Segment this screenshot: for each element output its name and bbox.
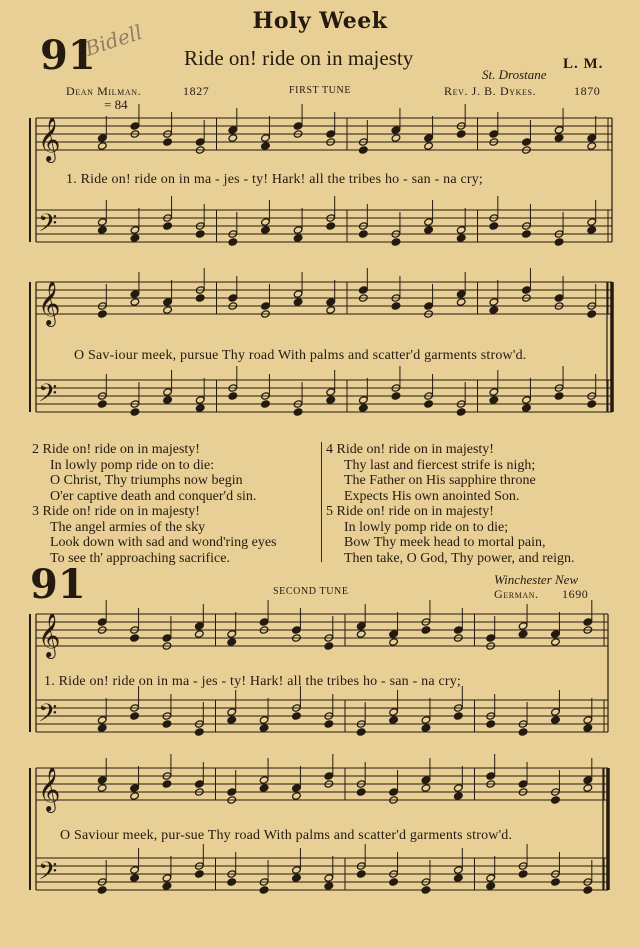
note-head xyxy=(421,716,431,724)
note-head xyxy=(489,388,499,396)
note-head xyxy=(587,400,597,408)
note-head xyxy=(130,792,140,800)
note-head xyxy=(489,130,499,138)
verse-line: Ride on! ride on in majesty! xyxy=(42,442,200,457)
note-head xyxy=(227,716,237,724)
note-head xyxy=(424,142,434,150)
note-head xyxy=(130,122,140,130)
note-head xyxy=(421,776,431,784)
note-head xyxy=(554,238,564,246)
note-head xyxy=(391,392,401,400)
verse-line: Bow Thy meek head to mortal pain, xyxy=(344,535,546,550)
tune-label-second: SECOND TUNE xyxy=(273,586,349,597)
note-head xyxy=(259,724,269,732)
note-head xyxy=(518,870,528,878)
note-head xyxy=(261,302,271,310)
hymn-number-first: 91 xyxy=(40,32,96,79)
verse-line: Ride on! ride on in majesty! xyxy=(42,504,200,519)
tune-label-first: FIRST TUNE xyxy=(289,85,352,96)
note-head xyxy=(98,142,108,150)
verse-line: Look down with sad and wond'ring eyes xyxy=(50,535,277,550)
note-head xyxy=(326,130,336,138)
note-head xyxy=(456,290,466,298)
note-head xyxy=(259,618,269,626)
verses-right-column xyxy=(326,442,575,566)
note-head xyxy=(98,218,108,226)
note-head xyxy=(587,142,597,150)
system-3-treble-clef: 𝄞 xyxy=(38,613,61,657)
note-head xyxy=(391,126,401,134)
note-head xyxy=(424,218,434,226)
note-head xyxy=(359,230,369,238)
verse-number: 5 xyxy=(326,504,333,519)
note-head xyxy=(454,626,464,634)
note-head xyxy=(486,874,496,882)
composer-year-second: 1690 xyxy=(562,587,589,601)
note-head xyxy=(456,226,466,234)
note-head xyxy=(522,404,532,412)
system-3-bass-clef: 𝄢 xyxy=(38,699,58,734)
note-head xyxy=(259,784,269,792)
note-head xyxy=(259,886,269,894)
verses-left-column xyxy=(32,442,277,566)
page-header-title: Holy Week xyxy=(252,8,388,34)
note-head xyxy=(356,728,366,736)
note-head xyxy=(454,784,464,792)
note-head xyxy=(587,218,597,226)
note-head xyxy=(421,626,431,634)
note-head xyxy=(195,230,205,238)
note-head xyxy=(261,142,271,150)
note-head xyxy=(489,222,499,230)
note-head xyxy=(522,396,532,404)
verse-line: To see th' approaching sacrifice. xyxy=(50,550,230,566)
note-head xyxy=(583,776,593,784)
note-head xyxy=(97,776,107,784)
composer-year-first: 1870 xyxy=(574,84,601,98)
note-head xyxy=(195,870,205,878)
note-head xyxy=(356,870,366,878)
note-head xyxy=(324,874,334,882)
verse-2 xyxy=(32,442,277,504)
verse-line: Thy last and fiercest strife is nigh; xyxy=(344,457,536,473)
note-head xyxy=(130,298,140,306)
note-head xyxy=(454,712,464,720)
note-head xyxy=(522,138,532,146)
system-1-bass-clef: 𝄢 xyxy=(38,209,58,244)
note-head xyxy=(424,134,434,142)
note-head xyxy=(554,126,564,134)
note-head xyxy=(486,634,496,642)
system-2-treble-clef: 𝄞 xyxy=(38,281,61,325)
note-head xyxy=(227,638,237,646)
verse-5 xyxy=(326,504,575,566)
note-head xyxy=(195,780,205,788)
note-head xyxy=(130,866,140,874)
note-head xyxy=(456,130,466,138)
note-head xyxy=(259,776,269,784)
note-head xyxy=(583,724,593,732)
author-year: 1827 xyxy=(183,84,210,98)
note-head xyxy=(554,134,564,142)
note-head xyxy=(130,712,140,720)
note-head xyxy=(486,772,496,780)
note-head xyxy=(587,226,597,234)
verse-number: 2 xyxy=(32,442,39,457)
verse-line: O Christ, Thy triumphs now begin xyxy=(50,473,243,488)
note-head xyxy=(228,126,238,134)
note-head xyxy=(326,396,336,404)
note-head xyxy=(130,234,140,242)
note-head xyxy=(261,134,271,142)
verse-line: Ride on! ride on in majesty! xyxy=(336,504,494,519)
note-head xyxy=(195,138,205,146)
note-head xyxy=(554,294,564,302)
tempo-marking: = 84 xyxy=(104,97,128,112)
note-head xyxy=(551,708,561,716)
note-head xyxy=(228,392,238,400)
hymn-title: Ride on! ride on in majesty xyxy=(184,46,414,70)
note-head xyxy=(228,294,238,302)
note-head xyxy=(489,396,499,404)
note-head xyxy=(162,780,172,788)
lyric-line-second-tune-1: 1. Ride on! ride on in ma - jes - ty! Hark! all the tribes ho - san - na cry; xyxy=(44,674,462,689)
system-2-bass-clef: 𝄢 xyxy=(38,379,58,414)
verse-line: In lowly pomp ride on to die; xyxy=(344,519,509,535)
note-head xyxy=(261,400,271,408)
note-head xyxy=(98,400,108,408)
note-head xyxy=(292,874,302,882)
note-head xyxy=(518,622,528,630)
note-head xyxy=(583,716,593,724)
note-head xyxy=(195,622,205,630)
note-head xyxy=(324,642,334,650)
note-head xyxy=(195,728,205,736)
note-head xyxy=(391,134,401,142)
note-head xyxy=(292,784,302,792)
note-head xyxy=(163,298,173,306)
note-head xyxy=(162,720,172,728)
note-head xyxy=(389,716,399,724)
note-head xyxy=(356,788,366,796)
note-head xyxy=(326,388,336,396)
note-head xyxy=(424,226,434,234)
note-head xyxy=(486,720,496,728)
note-head xyxy=(326,298,336,306)
verse-line: Expects His own anointed Son. xyxy=(344,488,520,504)
note-head xyxy=(554,392,564,400)
note-head xyxy=(489,298,499,306)
note-head xyxy=(456,298,466,306)
verse-line: Then take, O God, Thy power, and reign. xyxy=(344,550,575,566)
note-head xyxy=(162,882,172,890)
lyric-line-first-tune-1: 1. Ride on! ride on in ma - jes - ty! Hark! all the tribes ho - san - na cry; xyxy=(66,172,484,187)
note-head xyxy=(162,634,172,642)
note-head xyxy=(292,712,302,720)
note-head xyxy=(293,408,303,416)
note-head xyxy=(98,310,108,318)
note-head xyxy=(97,886,107,894)
note-head xyxy=(195,404,205,412)
note-head xyxy=(489,306,499,314)
verse-line: The Father on His sapphire throne xyxy=(344,473,536,488)
system-4-treble-clef: 𝄞 xyxy=(38,767,61,811)
note-head xyxy=(421,724,431,732)
note-head xyxy=(97,716,107,724)
verse-line: In lowly pomp ride on to die: xyxy=(50,457,215,473)
note-head xyxy=(97,784,107,792)
verse-line: O'er captive death and conquer'd sin. xyxy=(50,488,257,504)
note-head xyxy=(130,290,140,298)
author-name: Dean Milman. xyxy=(66,84,142,98)
note-head xyxy=(293,290,303,298)
note-head xyxy=(391,238,401,246)
note-head xyxy=(163,138,173,146)
note-head xyxy=(326,222,336,230)
note-head xyxy=(551,878,561,886)
note-head xyxy=(551,630,561,638)
note-head xyxy=(389,630,399,638)
note-head xyxy=(583,618,593,626)
note-head xyxy=(163,222,173,230)
note-head xyxy=(292,792,302,800)
verse-column-divider xyxy=(321,442,322,562)
note-head xyxy=(551,796,561,804)
note-head xyxy=(259,716,269,724)
note-head xyxy=(456,234,466,242)
note-head xyxy=(359,404,369,412)
note-head xyxy=(163,388,173,396)
note-head xyxy=(486,882,496,890)
note-head xyxy=(359,146,369,154)
composer-name-second: German. xyxy=(494,587,539,601)
note-head xyxy=(293,234,303,242)
note-head xyxy=(518,630,528,638)
note-head xyxy=(359,396,369,404)
note-head xyxy=(227,708,237,716)
note-head xyxy=(551,716,561,724)
note-head xyxy=(389,638,399,646)
note-head xyxy=(326,306,336,314)
note-head xyxy=(389,788,399,796)
note-head xyxy=(293,226,303,234)
note-head xyxy=(356,630,366,638)
lyric-line-first-tune-2: O Sav-iour meek, pursue Thy road With palms and scatter'd garments strow'd. xyxy=(74,348,527,363)
note-head xyxy=(421,886,431,894)
note-head xyxy=(324,772,334,780)
note-head xyxy=(424,400,434,408)
note-head xyxy=(195,294,205,302)
note-head xyxy=(163,396,173,404)
composer-name-first: Rev. J. B. Dykes. xyxy=(444,84,537,98)
note-head xyxy=(522,286,532,294)
note-head xyxy=(324,720,334,728)
note-head xyxy=(587,134,597,142)
hymn-number-second: 91 xyxy=(30,561,86,608)
pencil-margin-note: Bidell xyxy=(82,19,146,61)
note-head xyxy=(130,634,140,642)
note-head xyxy=(389,708,399,716)
system-1-treble-clef: 𝄞 xyxy=(38,117,61,161)
note-head xyxy=(163,306,173,314)
note-head xyxy=(162,874,172,882)
note-head xyxy=(518,728,528,736)
note-head xyxy=(227,788,237,796)
verse-number: 4 xyxy=(326,442,333,457)
note-head xyxy=(98,134,108,142)
note-head xyxy=(583,886,593,894)
note-head xyxy=(454,866,464,874)
note-head xyxy=(454,792,464,800)
verse-4 xyxy=(326,442,575,504)
note-head xyxy=(456,408,466,416)
note-head xyxy=(583,784,593,792)
verse-line: The angel armies of the sky xyxy=(50,519,206,535)
note-head xyxy=(424,302,434,310)
note-head xyxy=(454,874,464,882)
note-head xyxy=(324,882,334,890)
note-head xyxy=(522,230,532,238)
note-head xyxy=(292,626,302,634)
note-head xyxy=(97,724,107,732)
note-head xyxy=(195,630,205,638)
note-head xyxy=(130,408,140,416)
note-head xyxy=(518,780,528,788)
tune-name-second: Winchester New xyxy=(494,572,579,587)
lyric-line-second-tune-2: O Saviour meek, pur-sue Thy road With palms and scatter'd garments strow'd. xyxy=(60,828,513,843)
note-head xyxy=(551,638,561,646)
note-head xyxy=(97,618,107,626)
tune-name-first: St. Drostane xyxy=(482,67,547,82)
note-head xyxy=(356,622,366,630)
verse-line: Ride on! ride on in majesty! xyxy=(336,442,494,457)
verse-3 xyxy=(32,504,277,566)
note-head xyxy=(389,878,399,886)
note-head xyxy=(130,784,140,792)
note-head xyxy=(227,878,237,886)
note-head xyxy=(228,134,238,142)
note-head xyxy=(98,226,108,234)
note-head xyxy=(261,226,271,234)
note-head xyxy=(261,218,271,226)
hymn-meter: L. M. xyxy=(563,56,604,72)
system-4-bass-clef: 𝄢 xyxy=(38,857,58,892)
note-head xyxy=(228,238,238,246)
note-head xyxy=(293,122,303,130)
verse-number: 3 xyxy=(32,504,39,519)
note-head xyxy=(130,226,140,234)
note-head xyxy=(421,784,431,792)
note-head xyxy=(292,866,302,874)
note-head xyxy=(391,302,401,310)
note-head xyxy=(293,298,303,306)
note-head xyxy=(195,396,205,404)
note-head xyxy=(587,310,597,318)
note-head xyxy=(359,286,369,294)
note-head xyxy=(130,874,140,882)
note-head xyxy=(227,630,237,638)
